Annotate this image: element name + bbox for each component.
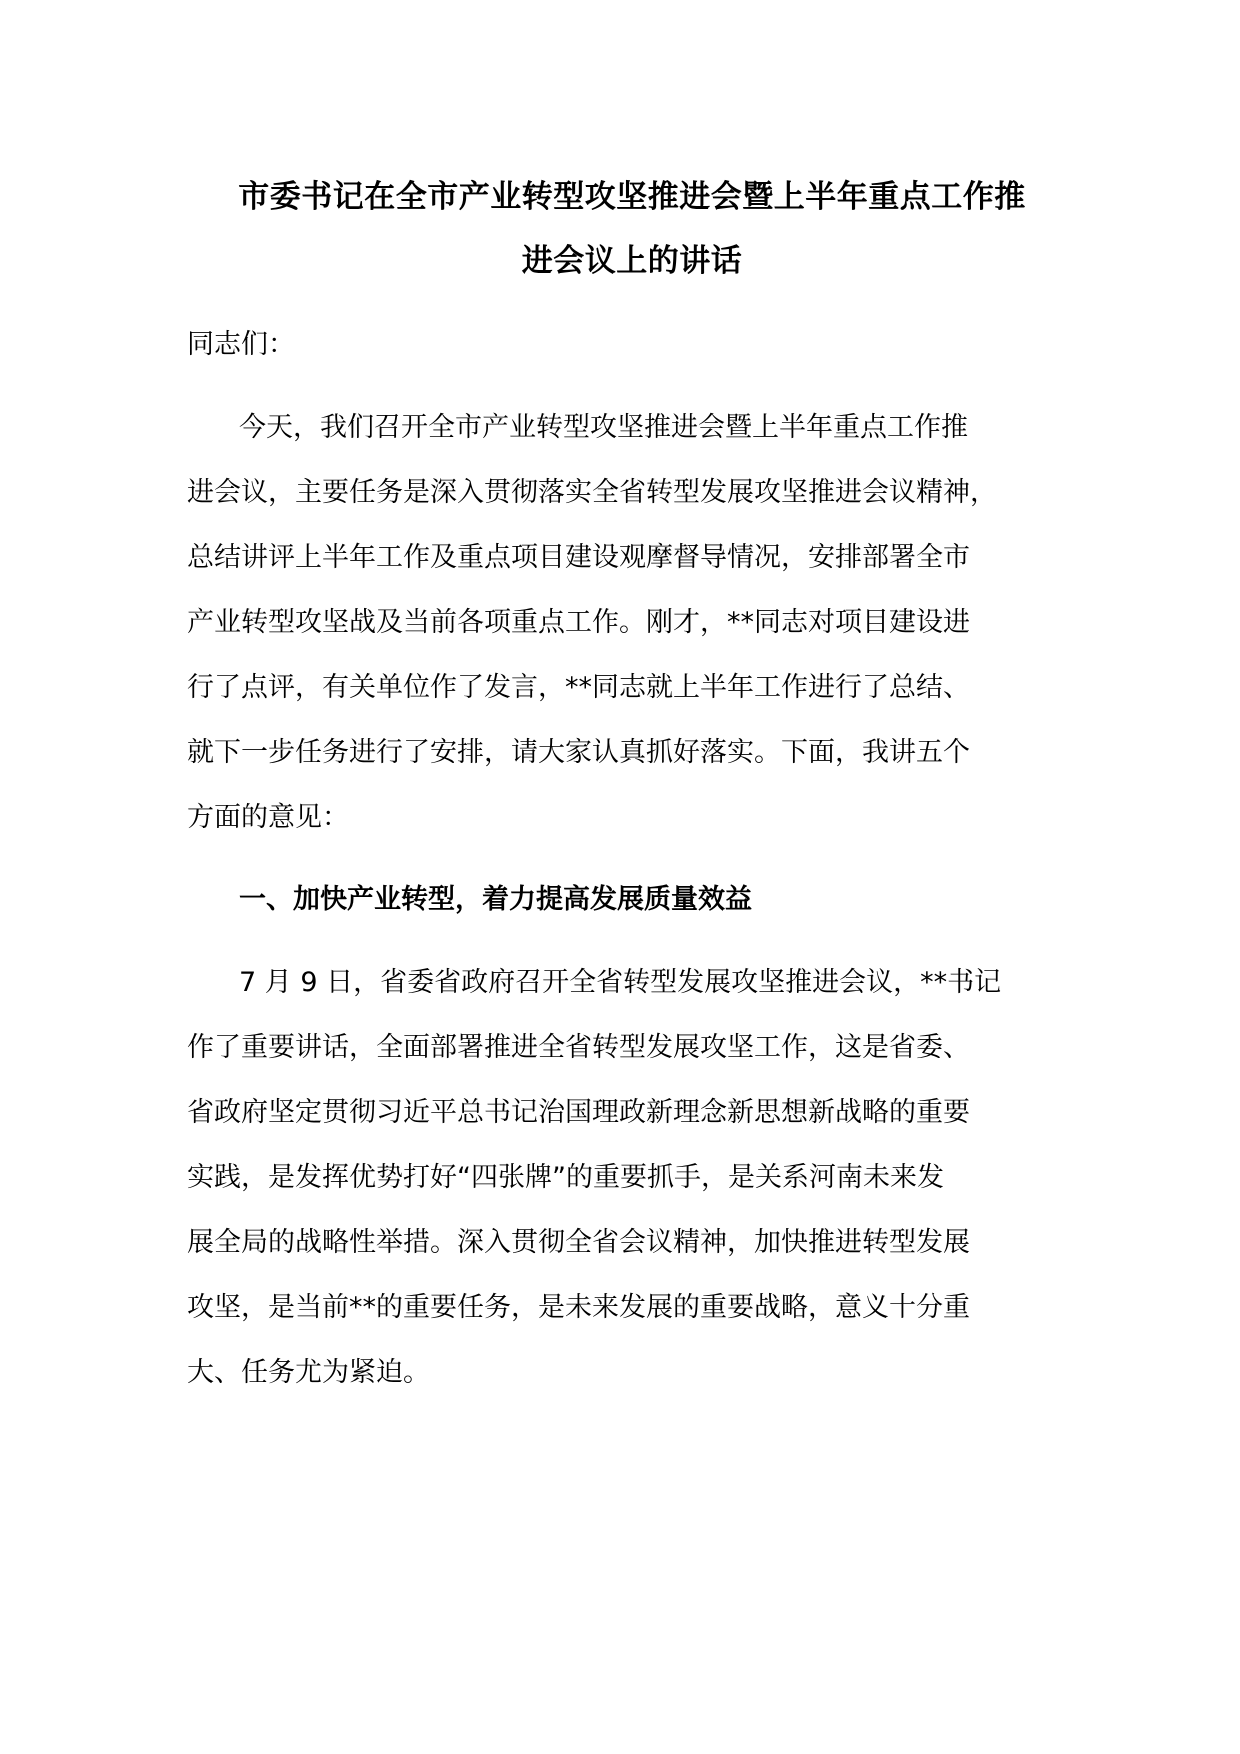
title-line: 市委书记在全市产业转型攻坚推进会暨上半年重点工作推 <box>238 179 1026 215</box>
paragraph-line: 实践，是发挥优势打好“四张牌”的重要抓手，是关系河南未来发 <box>187 1162 944 1193</box>
paragraph-line: 作了重要讲话，全面部署推进全省转型发展攻坚工作，这是省委、 <box>187 1032 970 1063</box>
paragraph-line: 7 月 9 日，省委省政府召开全省转型发展攻坚推进会议，**书记 <box>239 967 1002 998</box>
paragraph-line: 大、任务尤为紧迫。 <box>187 1357 430 1388</box>
paragraph-line: 进会议，主要任务是深入贯彻落实全省转型发展攻坚推进会议精神， <box>187 477 997 508</box>
document-body <box>187 165 1077 1405</box>
paragraph-line: 产业转型攻坚战及当前各项重点工作。刚才，**同志对项目建设进 <box>187 607 970 638</box>
paragraph-line: 省政府坚定贯彻习近平总书记治国理政新理念新思想新战略的重要 <box>187 1097 970 1128</box>
document-title <box>187 165 1077 293</box>
paragraph-line: 方面的意见： <box>187 802 349 833</box>
paragraph-line: 今天，我们召开全市产业转型攻坚推进会暨上半年重点工作推 <box>239 412 968 443</box>
paragraph-line: 展全局的战略性举措。深入贯彻全省会议精神，加快推进转型发展 <box>187 1227 970 1258</box>
paragraph-line: 总结讲评上半年工作及重点项目建设观摩督导情况，安排部署全市 <box>187 542 970 573</box>
title-line: 进会议上的讲话 <box>521 243 743 279</box>
paragraph-line: 就下一步任务进行了安排，请大家认真抓好落实。下面，我讲五个 <box>187 737 970 768</box>
paragraph-line: 行了点评，有关单位作了发言，**同志就上半年工作进行了总结、 <box>187 672 970 703</box>
section-heading: 一、加快产业转型，着力提高发展质量效益 <box>239 884 752 915</box>
salutation: 同志们： <box>187 329 295 360</box>
paragraph-line: 攻坚，是当前**的重要任务，是未来发展的重要战略，意义十分重 <box>187 1292 970 1323</box>
paragraph-section1 <box>187 950 1077 1405</box>
paragraph-intro <box>187 395 1077 850</box>
